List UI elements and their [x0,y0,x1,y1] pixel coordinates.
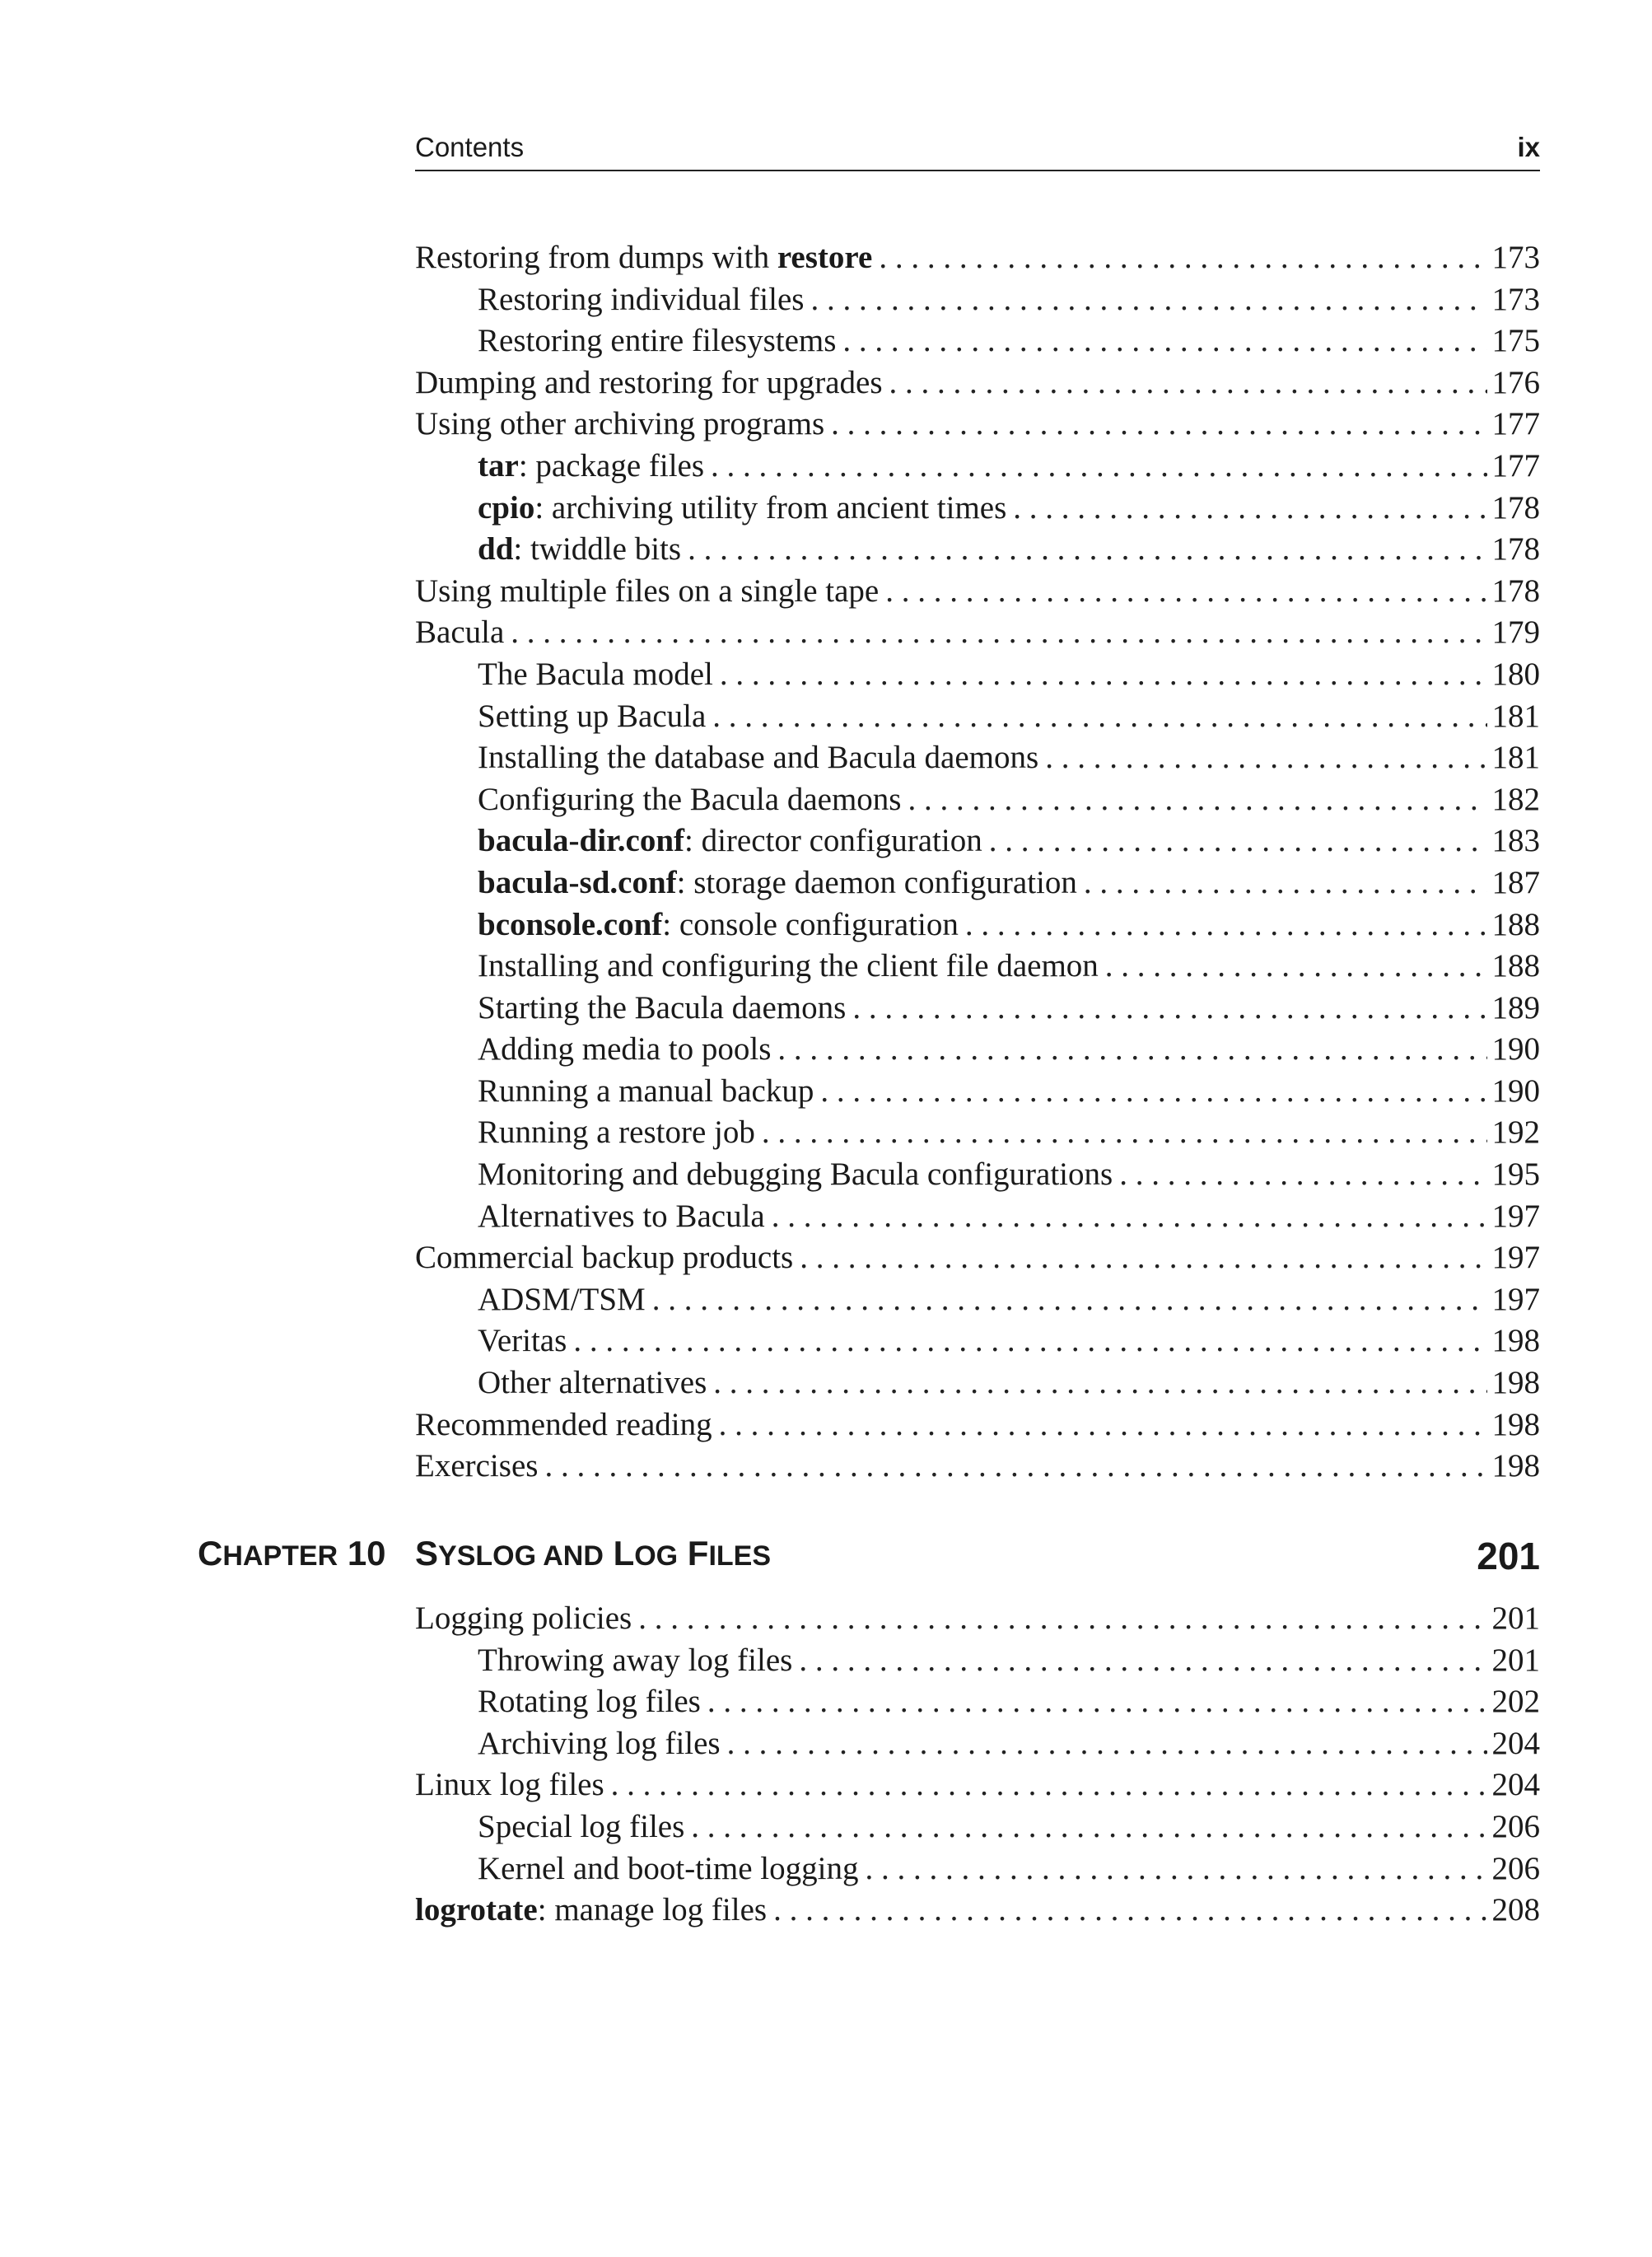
header-section-title: Contents [415,132,525,162]
toc-entry-title: Bacula [415,614,505,651]
toc-entry-title: Rotating log files [478,1684,701,1720]
dot-leader [885,571,1486,613]
toc-entry-title: Starting the Bacula daemons [478,989,847,1026]
toc-entry-page: 201 [1491,1600,1540,1636]
toc-entry[interactable] [415,1320,1540,1362]
toc-entry-title: Running a manual backup [478,1072,814,1109]
toc-entry-title: Recommended reading [415,1406,712,1442]
toc-entry-title: bacula-dir.conf: director configuration [478,823,982,859]
toc-entry[interactable] [415,820,1540,862]
toc-entry-title: ADSM/TSM [478,1281,646,1317]
dot-leader [712,696,1486,738]
chapter-page-number: 201 [1477,1535,1540,1577]
toc-entry-title: Special log files [478,1808,685,1844]
toc-entry-page: 175 [1491,323,1540,359]
dot-leader [842,320,1486,362]
toc-entry[interactable] [415,612,1540,654]
chapter-title: SYSLOG AND LOG FILES [415,1534,772,1572]
toc-entry-title: bacula-sd.conf: storage daemon configuration [478,864,1077,900]
toc-entry-page: 187 [1491,864,1540,900]
toc-entry-page: 208 [1491,1892,1540,1928]
toc-entry-command: bacula-sd.conf [478,864,677,900]
toc-entry[interactable] [415,571,1540,613]
toc-entry-title: The Bacula model [478,656,713,692]
toc-entry[interactable] [415,1848,1540,1890]
toc-entry-page: 206 [1491,1808,1540,1844]
toc-entry-page: 204 [1491,1725,1540,1761]
dot-leader [762,1112,1487,1154]
toc-entry-command: logrotate [415,1892,538,1928]
running-header [415,129,1540,171]
dot-leader [711,446,1486,488]
toc-entry-title: dd: twiddle bits [478,531,682,568]
dot-leader [889,362,1487,404]
toc-entry-page: 181 [1491,698,1540,734]
header-page-number: ix [1517,132,1540,162]
toc-entry[interactable] [415,1362,1540,1404]
toc-list-chapter-9 [415,237,1540,1488]
toc-entry-page: 197 [1491,1198,1540,1234]
toc-entry-title: Monitoring and debugging Bacula configurations [478,1157,1113,1193]
dot-leader [1119,1154,1486,1196]
dot-leader [865,1848,1486,1890]
dot-leader [727,1723,1487,1765]
toc-entry[interactable] [415,1196,1540,1238]
toc-entry-title: Veritas [478,1323,567,1359]
toc-entry-title: Restoring entire filesystems [478,323,837,359]
toc-entry-page: 176 [1491,364,1540,400]
toc-entry[interactable] [415,1681,1540,1723]
toc-entry-page: 182 [1491,781,1540,817]
toc-entry-page: 188 [1491,906,1540,942]
toc-entry-title: Kernel and boot-time logging [478,1850,859,1886]
dot-leader [965,904,1487,946]
toc-entry-page: 181 [1491,740,1540,776]
dot-leader [852,988,1486,1030]
toc-entry-command: restore [777,240,873,275]
dot-leader [1105,946,1487,988]
toc-entry[interactable] [415,862,1540,904]
dot-leader [772,1196,1487,1238]
toc-entry-title: cpio: archiving utility from ancient times [478,489,1007,526]
toc-entry-page: 198 [1491,1448,1540,1484]
toc-entry-page: 198 [1491,1406,1540,1442]
toc-entry[interactable] [415,779,1540,821]
dot-leader [652,1279,1487,1321]
toc-entry-title: Restoring from dumps with restore [415,240,873,275]
toc-entry[interactable] [415,654,1540,696]
dot-leader [713,1362,1486,1404]
dot-leader [688,529,1486,571]
toc-entry-command: cpio [478,489,535,526]
dot-leader [820,1071,1486,1113]
dot-leader [719,1404,1487,1446]
toc-entry[interactable] [415,1723,1540,1765]
toc-entry[interactable] [415,1446,1540,1488]
toc-entry-page: 190 [1491,1072,1540,1109]
toc-entry-page: 178 [1491,572,1540,609]
toc-entry[interactable] [415,404,1540,446]
toc-entry[interactable] [415,1598,1540,1640]
toc-entry-title: Using other archiving programs [415,406,825,442]
toc-entry[interactable] [415,1237,1540,1279]
dot-leader [638,1598,1486,1640]
toc-entry-title: Setting up Bacula [478,698,707,734]
toc-entry-page: 204 [1491,1767,1540,1803]
toc-entry[interactable] [415,1806,1540,1848]
dot-leader [879,237,1486,279]
toc-entry[interactable] [415,737,1540,779]
toc-entry[interactable] [415,529,1540,571]
toc-entry-page: 178 [1491,489,1540,526]
toc-entry[interactable] [415,1071,1540,1113]
toc-entry[interactable] [415,1764,1540,1806]
toc-entry-title: bconsole.conf: console configuration [478,906,959,942]
toc-entry[interactable] [415,237,1540,279]
toc-entry-title: Restoring individual files [478,281,805,317]
toc-entry-command: bconsole.conf [478,906,663,942]
toc-entry-title: Installing the database and Bacula daemons [478,740,1039,776]
toc-entry-page: 206 [1491,1850,1540,1886]
toc-entry[interactable] [415,946,1540,988]
toc-entry-page: 190 [1491,1031,1540,1068]
toc-entry-page: 197 [1491,1281,1540,1317]
dot-leader [777,1029,1486,1071]
dot-leader [573,1320,1486,1362]
toc-entry-title: tar: package files [478,447,705,484]
toc-entry-title: Using multiple files on a single tape [415,572,880,609]
toc-entry-page: 195 [1491,1157,1540,1193]
toc-entry-page: 197 [1491,1240,1540,1276]
dot-leader [720,654,1487,696]
toc-entry[interactable] [415,1279,1540,1321]
dot-leader [989,820,1487,862]
toc-entry[interactable] [415,1890,1540,1932]
dot-leader [1013,488,1486,530]
toc-entry-page: 201 [1491,1642,1540,1678]
dot-leader [707,1681,1487,1723]
dot-leader [831,404,1486,446]
toc-entry-page: 183 [1491,823,1540,859]
chapter-heading [198,1534,1540,1583]
dot-leader [511,612,1486,654]
toc-entry[interactable] [415,904,1540,946]
toc-entry-title: Alternatives to Bacula [478,1198,765,1234]
toc-entry-title: Throwing away log files [478,1642,793,1678]
toc-entry[interactable] [415,1404,1540,1446]
toc-entry-page: 178 [1491,531,1540,568]
toc-entry-page: 173 [1491,240,1540,275]
toc-entry-title: Linux log files [415,1767,604,1803]
toc-entry-title: Configuring the Bacula daemons [478,781,902,817]
toc-entry[interactable] [415,488,1540,530]
dot-leader [691,1806,1486,1848]
toc-entry-title: Installing and configuring the client file daemon [478,948,1099,984]
toc-entry-title: Archiving log files [478,1725,721,1761]
toc-entry-title: logrotate: manage log files [415,1892,768,1928]
toc-entry[interactable] [415,279,1540,321]
toc-entry-command: bacula-dir.conf [478,823,685,859]
toc-entry-title: Other alternatives [478,1365,707,1401]
toc-entry-page: 177 [1491,406,1540,442]
dot-leader [799,1640,1486,1682]
chapter-label: CHAPTER 10 [198,1534,386,1572]
toc-entry-page: 189 [1491,989,1540,1026]
toc-entry-title: Running a restore job [478,1114,755,1151]
toc-entry[interactable] [415,988,1540,1030]
dot-leader [810,279,1486,321]
toc-entry-page: 198 [1491,1323,1540,1359]
toc-entry[interactable] [415,446,1540,488]
toc-entry[interactable] [415,1154,1540,1196]
toc-entry-page: 177 [1491,447,1540,484]
toc-entry-page: 192 [1491,1114,1540,1151]
toc-entry-title: Dumping and restoring for upgrades [415,364,883,400]
toc-entry-title: Exercises [415,1448,539,1484]
toc-list-chapter-10 [415,1598,1540,1932]
toc-entry-title: Logging policies [415,1600,632,1636]
toc-entry-title: Adding media to pools [478,1031,772,1068]
toc-entry-page: 188 [1491,948,1540,984]
toc-entry-page: 202 [1491,1684,1540,1720]
dot-leader [1045,737,1486,779]
toc-entry[interactable] [415,1112,1540,1154]
toc-entry-page: 180 [1491,656,1540,692]
toc-entry-page: 173 [1491,281,1540,317]
toc-entry[interactable] [415,320,1540,362]
toc-entry-command: tar [478,447,519,484]
dot-leader [611,1764,1487,1806]
toc-entry[interactable] [415,1640,1540,1682]
toc-entry[interactable] [415,1029,1540,1071]
dot-leader [908,779,1486,821]
dot-leader [800,1237,1486,1279]
dot-leader [544,1446,1486,1488]
toc-entry[interactable] [415,696,1540,738]
dot-leader [1084,862,1487,904]
dot-leader [773,1890,1486,1932]
toc-entry-command: dd [478,531,514,568]
toc-entry[interactable] [415,362,1540,404]
toc-entry-page: 179 [1491,614,1540,651]
toc-entry-page: 198 [1491,1365,1540,1401]
toc-entry-title: Commercial backup products [415,1240,794,1276]
